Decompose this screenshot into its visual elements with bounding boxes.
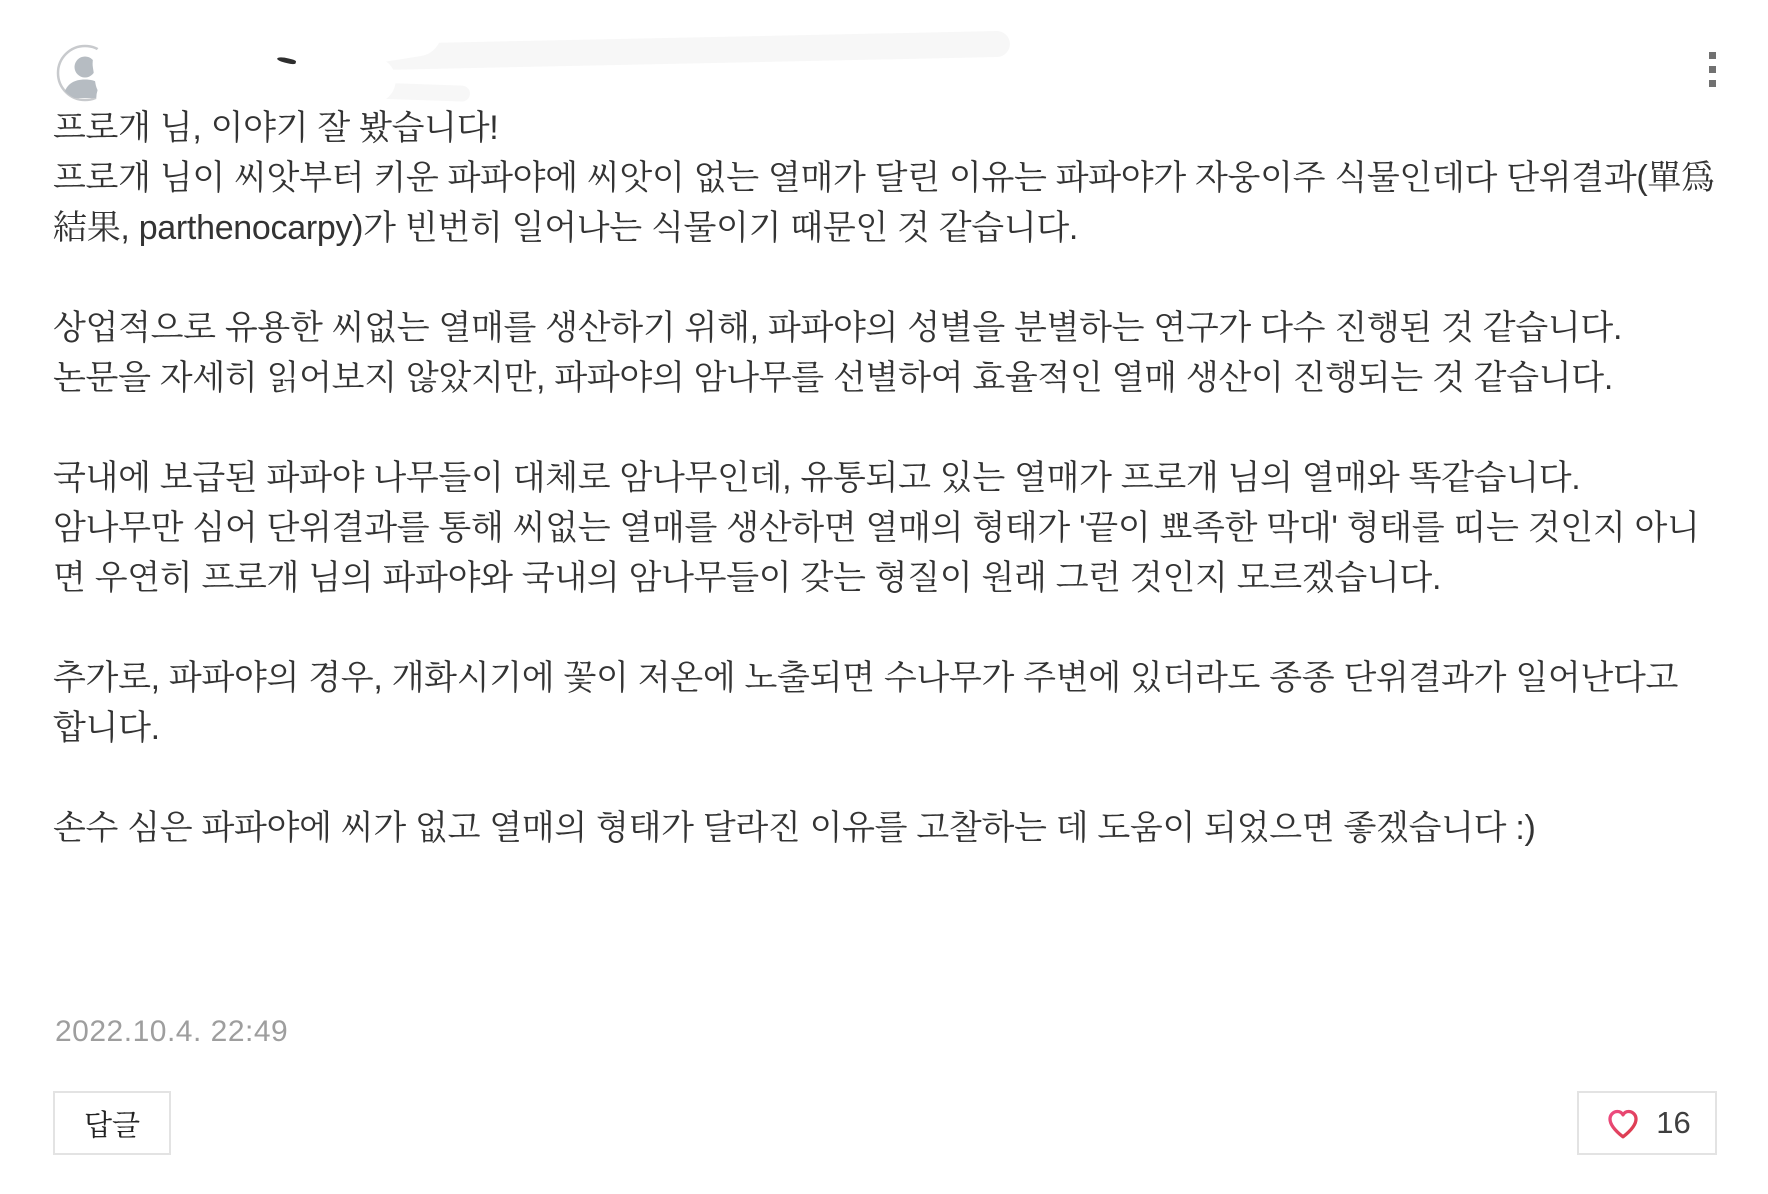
comment-line: 프로개 님이 씨앗부터 키운 파파야에 씨앗이 없는 열매가 달린 이유는 파파야가 자웅이주 식물인데다 단위결과(單爲結果, parthenocarpy)가 빈번히 일어나는 식물이기 때문인 것 같습니다. [53, 159, 1715, 247]
kebab-menu-icon [1709, 52, 1716, 59]
comment-line [53, 253, 1719, 303]
comment-line: 논문을 자세히 읽어보지 않았지만, 파파야의 암나무를 선별하여 효율적인 열매 생산이 진행되는 것 같습니다. [53, 359, 1613, 397]
comment-timestamp: 2022.10.4. 22:49 [55, 1015, 289, 1048]
more-options-button[interactable] [1699, 44, 1726, 95]
like-button[interactable] [1577, 1091, 1717, 1155]
comment-line [53, 403, 1719, 453]
comment-line: 암나무만 심어 단위결과를 통해 씨없는 열매를 생산하면 열매의 형태가 '끝이 뾰족한 막대' 형태를 띠는 것인지 아니면 우연히 프로개 님의 파파야와 국내의 암나무들이 갖는 형질이 원래 그런 것인지 모르겠습니다. [53, 509, 1700, 597]
comment-line: 프로개 님, 이야기 잘 봤습니다! [53, 109, 499, 147]
comment-line [53, 603, 1719, 653]
comment-body [53, 103, 1719, 853]
kebab-menu-icon [1709, 80, 1716, 87]
kebab-menu-icon [1709, 66, 1716, 73]
reply-button[interactable]: 답글 [53, 1091, 171, 1155]
comment-line: 손수 심은 파파야에 씨가 없고 열매의 형태가 달라진 이유를 고찰하는 데 도움이 되었으면 좋겠습니다 :) [53, 809, 1536, 847]
heart-icon [1603, 1103, 1643, 1143]
like-count: 16 [1656, 1105, 1691, 1140]
comment-line [53, 753, 1719, 803]
comment-line: 상업적으로 유용한 씨없는 열매를 생산하기 위해, 파파야의 성별을 분별하는 연구가 다수 진행된 것 같습니다. [53, 309, 1623, 347]
comment-line: 국내에 보급된 파파야 나무들이 대체로 암나무인데, 유통되고 있는 열매가 프로개 님의 열매와 똑같습니다. [53, 459, 1581, 497]
comment-line: 추가로, 파파야의 경우, 개화시기에 꽃이 저온에 노출되면 수나무가 주변에 있더라도 종종 단위결과가 일어난다고 합니다. [53, 659, 1679, 747]
